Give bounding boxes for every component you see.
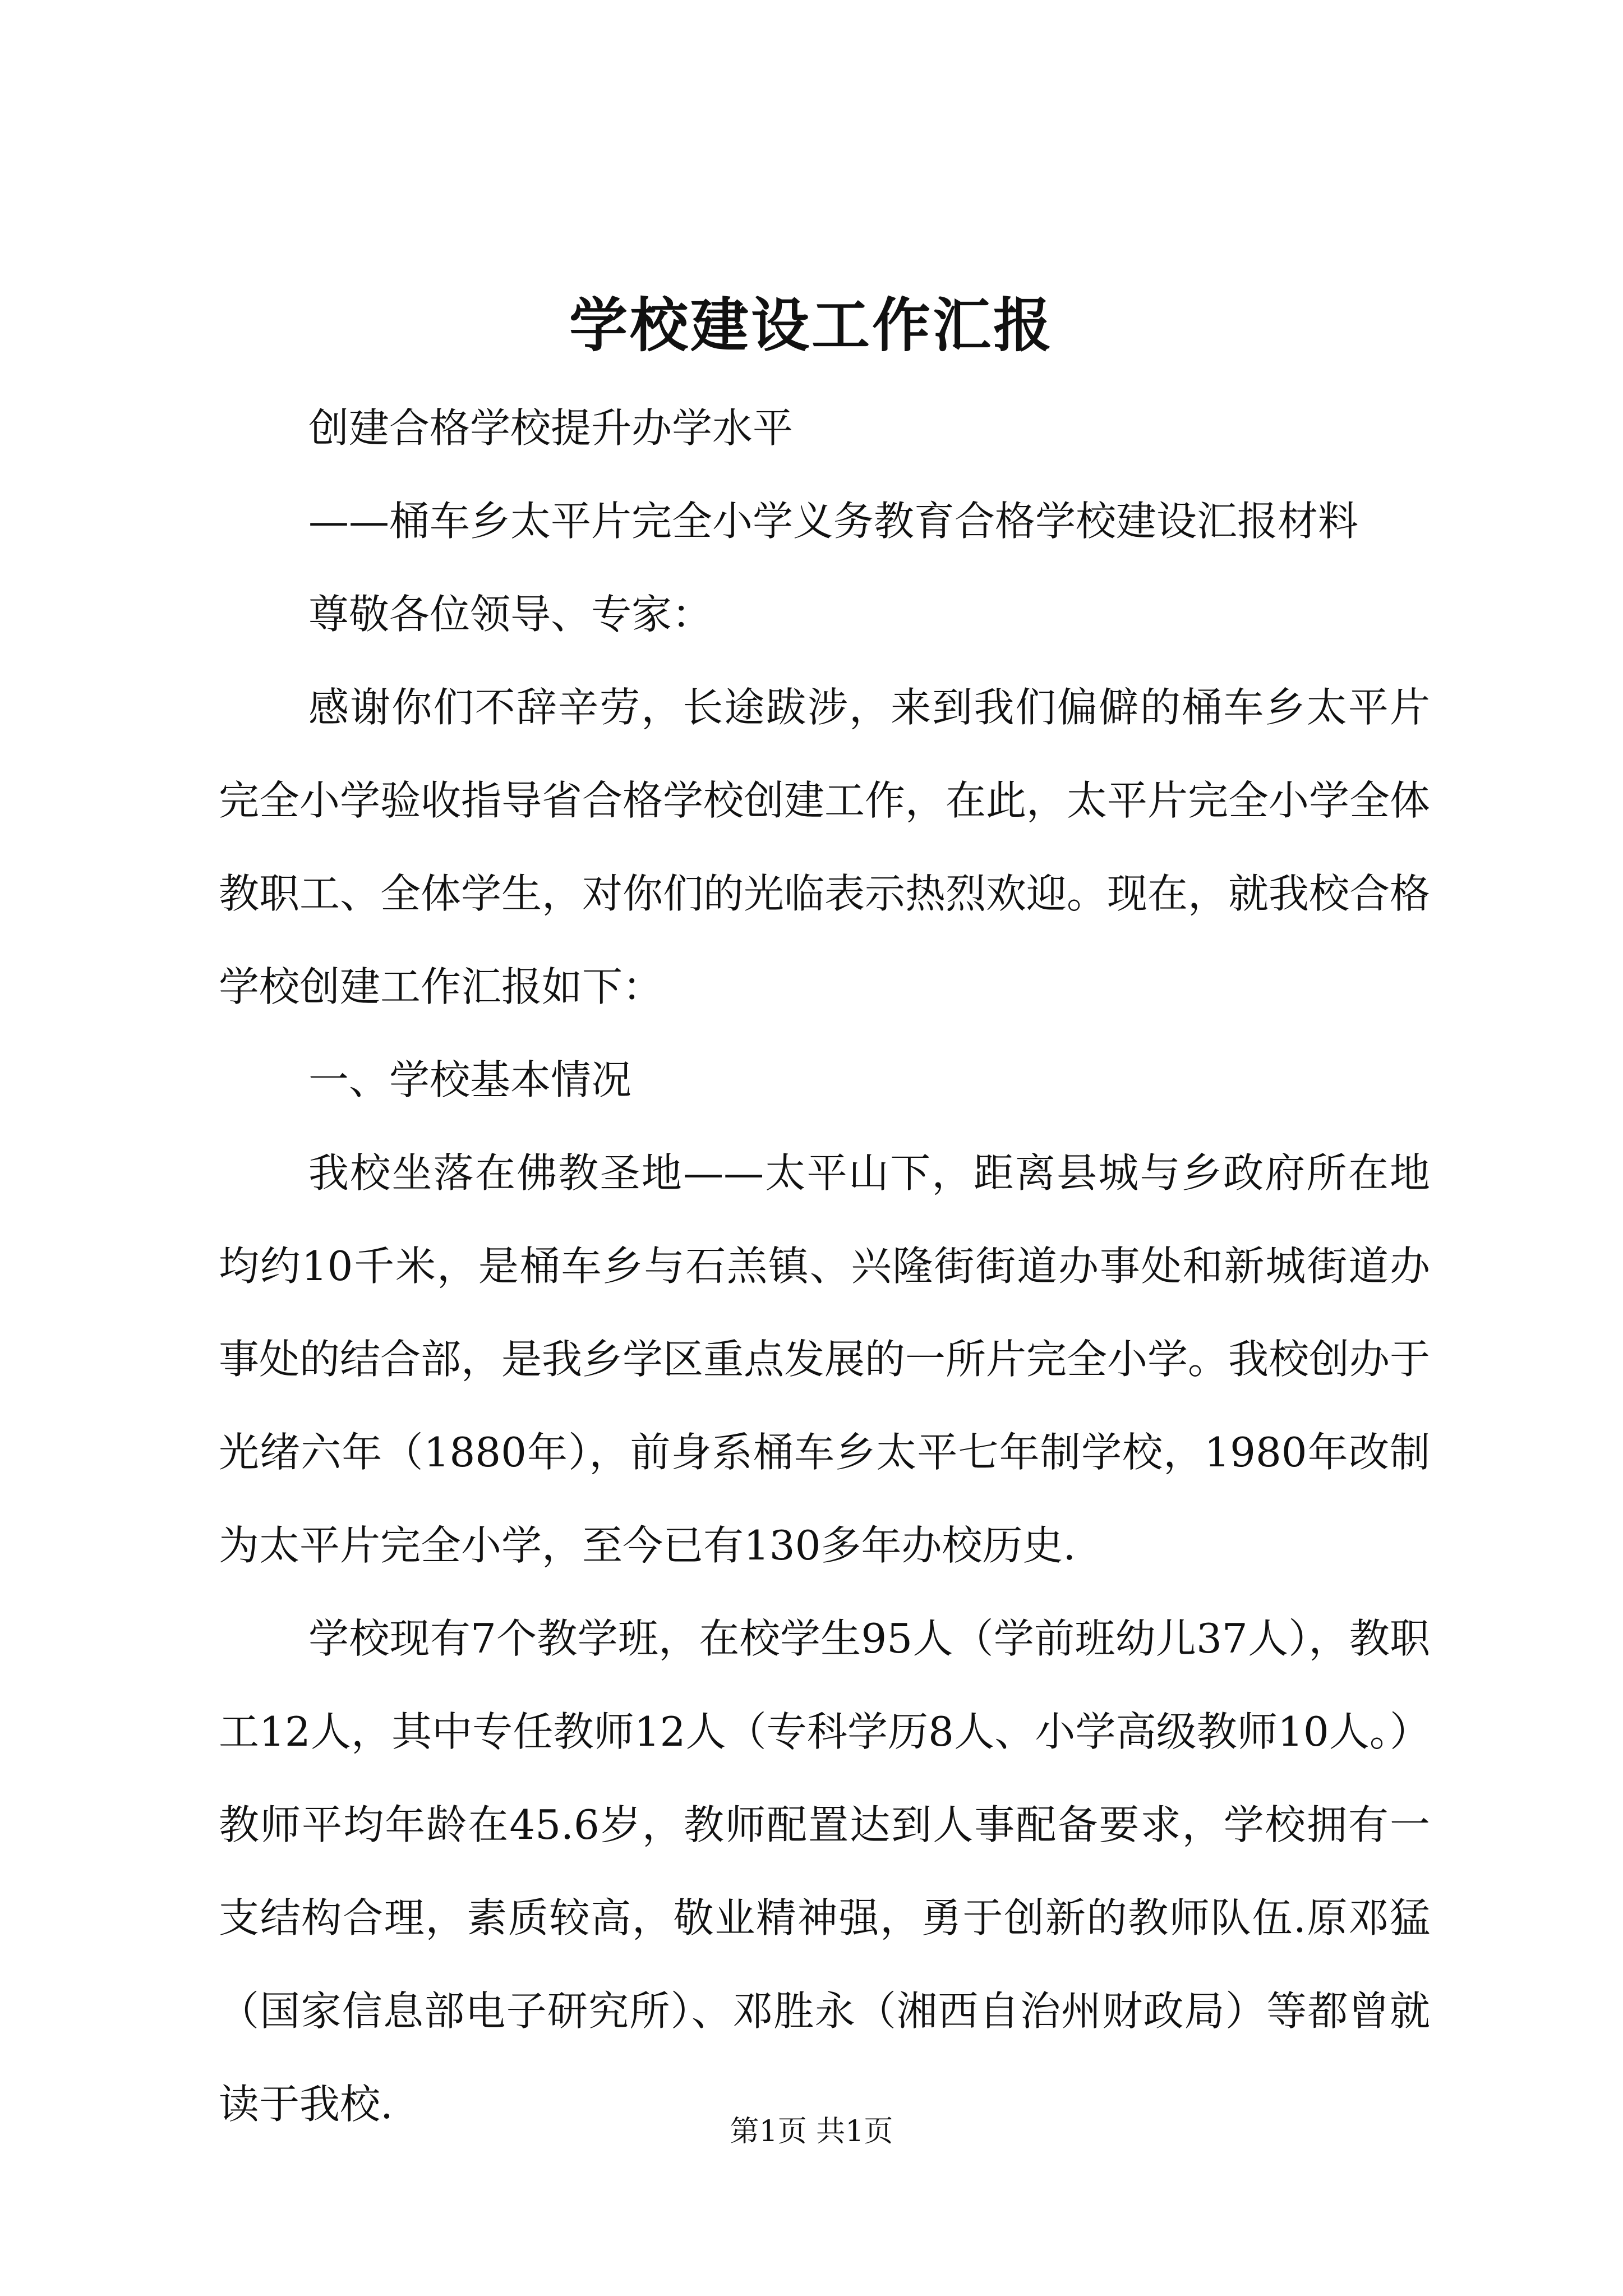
sub-subtitle: ——桶车乡太平片完全小学义务教育合格学校建设汇报材料 [308,498,1359,545]
document-title: 学校建设工作汇报 [569,291,1054,360]
salutation: 尊敬各位领导、专家： [308,591,713,638]
page-number-footer: 第1页 共1页 [730,2115,893,2148]
section-heading: 一、学校基本情况 [308,1056,632,1103]
location-history-paragraph: 我校坐落在佛教圣地——太平山下，距离县城与乡政府所在地均约10千米，是桶车乡与石羔镇、兴隆街街道办事处和新城街道办事处的结合部，是我乡学区重点发展的一所片完全小学。我校创办于光绪六年（1880年），前身系桶车乡太平七年制学校，1980年改制为太平片完全小学，至今已有130多年办校历史. [219,1149,1431,1569]
intro-paragraph: 感谢你们不辞辛劳，长途跋涉，来到我们偏僻的桶车乡太平片完全小学验收指导省合格学校创建工作，在此，太平片完全小学全体教职工、全体学生，对你们的光临表示热烈欢迎。现在，就我校合格学校创建工作汇报如下： [219,684,1431,1010]
staff-paragraph: 学校现有7个教学班，在校学生95人（学前班幼儿37人），教职工12人，其中专任教师12人（专科学历8人、小学高级教师10人。）教师平均年龄在45.6岁，教师配置达到人事配备要求，学校拥有一支结构合理，素质较高，敬业精神强，勇于创新的教师队伍.原邓猛（国家信息部电子研究所）、邓胜永（湘西自治州财政局）等都曾就读于我校. [219,1615,1430,2128]
subtitle: 创建合格学校提升办学水平 [308,404,794,452]
document-body [219,381,1430,2151]
